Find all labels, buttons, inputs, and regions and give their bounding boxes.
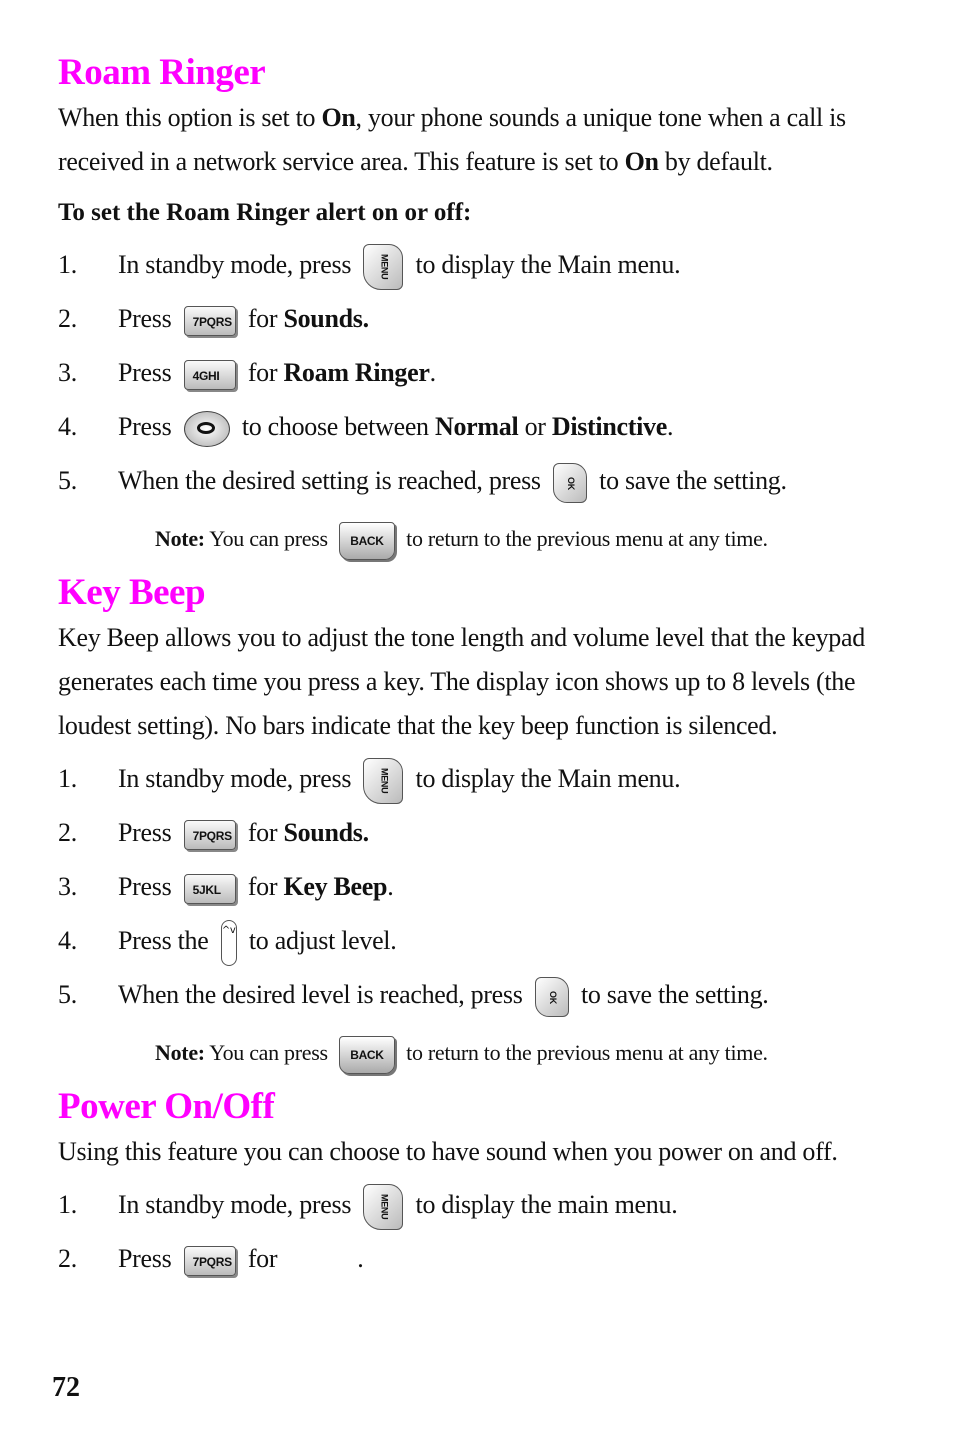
roam-ringer-steps bbox=[58, 238, 898, 508]
step: 1. In standby mode, press MENU to display the Main menu. bbox=[58, 238, 898, 292]
navigation-key-icon bbox=[184, 411, 230, 447]
manual-page bbox=[58, 50, 898, 1286]
key-beep-note: Note: You can press BACK to return to the previous menu at any time. bbox=[155, 1022, 898, 1084]
step: 2. Press 7PQRS for Sounds. bbox=[58, 292, 898, 346]
menu-key-icon: MENU bbox=[363, 1184, 403, 1230]
step: 1. In standby mode, press MENU to display the main menu. bbox=[58, 1178, 898, 1232]
roam-ringer-heading: Roam Ringer bbox=[58, 52, 266, 93]
power-onoff-steps bbox=[58, 1178, 898, 1286]
seven-key-icon: 7PQRS bbox=[184, 1246, 236, 1276]
power-onoff-heading: Power On/Off bbox=[58, 1086, 275, 1127]
volume-key-icon: ^v bbox=[221, 920, 237, 966]
roam-ringer-subheading: To set the Roam Ringer alert on or off: bbox=[58, 199, 472, 226]
ok-key-icon: OK bbox=[535, 977, 569, 1017]
ok-key-icon: OK bbox=[553, 463, 587, 503]
key-beep-intro: Key Beep allows you to adjust the tone length and volume level that the keypad generates each time you press a key. The display icon shows up to 8 levels (the loudest setting). No bars indicate that the key beep function is silenced. bbox=[58, 623, 865, 740]
step: 4. Press the ^v to adjust level. bbox=[58, 914, 898, 968]
power-onoff-intro: Using this feature you can choose to have sound when you power on and off. bbox=[58, 1137, 838, 1166]
step: 1. In standby mode, press MENU to display the Main menu. bbox=[58, 752, 898, 806]
roam-ringer-intro: When this option is set to On, your phone sounds a unique tone when a call is received in a network service area. This feature is set to On by default. bbox=[58, 103, 846, 176]
menu-key-icon: MENU bbox=[363, 244, 403, 290]
step: 4. Press to choose between Normal or Distinctive. bbox=[58, 400, 898, 454]
step: 3. Press 4GHI for Roam Ringer. bbox=[58, 346, 898, 400]
seven-key-icon: 7PQRS bbox=[184, 306, 236, 336]
step: 5. When the desired setting is reached, press OK to save the setting. bbox=[58, 454, 898, 508]
four-key-icon: 4GHI bbox=[184, 360, 236, 390]
step: 5. When the desired level is reached, press OK to save the setting. bbox=[58, 968, 898, 1022]
key-beep-heading: Key Beep bbox=[58, 572, 206, 613]
key-beep-steps bbox=[58, 752, 898, 1022]
step: 2. Press 7PQRS for Sounds. bbox=[58, 806, 898, 860]
menu-key-icon: MENU bbox=[363, 758, 403, 804]
roam-ringer-note: Note: You can press BACK to return to the previous menu at any time. bbox=[155, 508, 898, 570]
step: 3. Press 5JKL for Key Beep. bbox=[58, 860, 898, 914]
five-key-icon: 5JKL bbox=[184, 874, 236, 904]
back-key-icon: BACK bbox=[339, 522, 395, 560]
page-number: 72 bbox=[52, 1372, 80, 1403]
step: 2. Press 7PQRS for . bbox=[58, 1232, 898, 1286]
seven-key-icon: 7PQRS bbox=[184, 820, 236, 850]
back-key-icon: BACK bbox=[339, 1036, 395, 1074]
